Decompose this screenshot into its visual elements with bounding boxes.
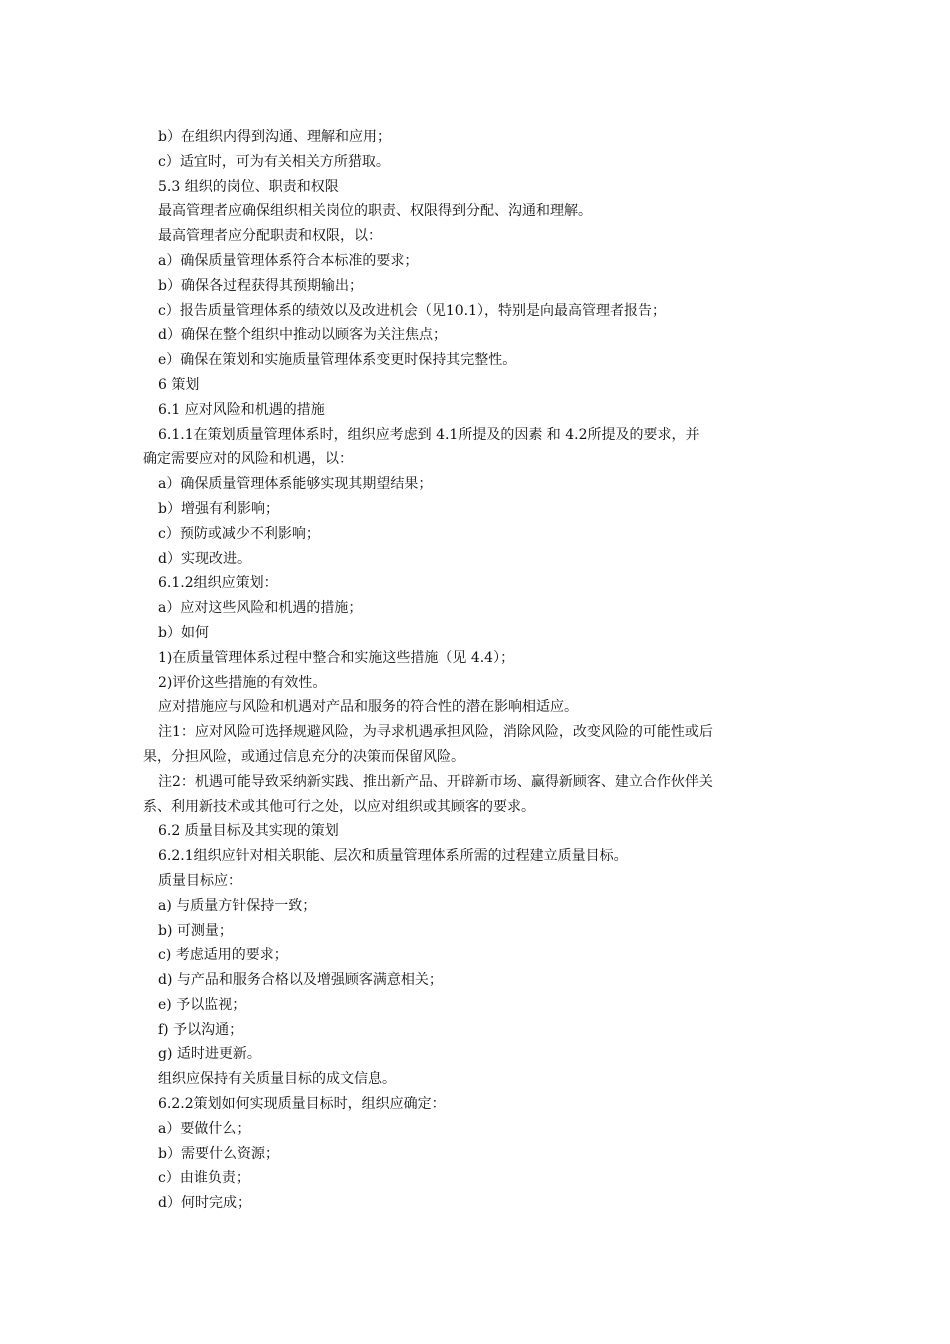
list-item: g) 适时进更新。 xyxy=(158,1046,261,1063)
list-item: d) 与产品和服务合格以及增强顾客满意相关； xyxy=(158,972,443,989)
list-item: e）确保在策划和实施质量管理体系变更时保持其完整性。 xyxy=(158,352,517,369)
list-item: b）需要什么资源； xyxy=(158,1145,279,1162)
list-item: b) 可测量； xyxy=(158,922,233,939)
list-item: c) 考虑适用的要求； xyxy=(158,947,288,964)
list-item: 1)在质量管理体系过程中整合和实施这些措施（见 4.4）； xyxy=(158,649,515,666)
list-item: d）实现改进。 xyxy=(158,550,251,567)
text-line: 确定需要应对的风险和机遇，以： xyxy=(143,451,353,468)
note-line: 注1：应对风险可选择规避风险，为寻求机遇承担风险，消除风险，改变风险的可能性或后 xyxy=(158,724,713,741)
text-line: 组织应保持有关质量目标的成文信息。 xyxy=(158,1071,396,1088)
text-line: 6.2.1组织应针对相关职能、层次和质量管理体系所需的过程建立质量目标。 xyxy=(158,848,628,865)
note-line: 注2：机遇可能导致采纳新实践、推出新产品、开辟新市场、赢得新顾客、建立合作伙伴关 xyxy=(158,773,713,790)
list-item: a）确保质量管理体系能够实现其期望结果； xyxy=(158,476,433,493)
text-line: b）在组织内得到沟通、理解和应用； xyxy=(158,129,391,145)
list-item: d）何时完成； xyxy=(158,1195,251,1212)
list-item: b）确保各过程获得其预期输出； xyxy=(158,277,363,294)
list-item: a）确保质量管理体系符合本标准的要求； xyxy=(158,252,419,269)
text-line: 最高管理者应确保组织相关岗位的职责、权限得到分配、沟通和理解。 xyxy=(158,203,592,220)
list-item: c）报告质量管理体系的绩效以及改进机会（见10.1），特别是向最高管理者报告； xyxy=(158,302,667,319)
list-item: b）如何 xyxy=(158,624,209,641)
note-line: 系、利用新技术或其他可行之处，以应对组织或其顾客的要求。 xyxy=(143,798,535,815)
list-item: a）应对这些风险和机遇的措施； xyxy=(158,600,363,617)
section-heading: 5.3 组织的岗位、职责和权限 xyxy=(158,178,339,195)
text-line: 6.2.2策划如何实现质量目标时，组织应确定： xyxy=(158,1096,446,1113)
text-line: 6.1.2组织应策划： xyxy=(158,575,278,592)
text-line: 最高管理者应分配职责和权限，以： xyxy=(158,228,382,245)
text-line: 质量目标应： xyxy=(158,872,242,889)
list-item: c）预防或减少不利影响； xyxy=(158,525,320,542)
list-item: a）要做什么； xyxy=(158,1120,251,1137)
section-heading: 6.1 应对风险和机遇的措施 xyxy=(158,401,325,418)
list-item: d）确保在整个组织中推动以顾客为关注焦点； xyxy=(158,327,447,344)
section-heading: 6.2 质量目标及其实现的策划 xyxy=(158,823,339,840)
list-item: 2)评价这些措施的有效性。 xyxy=(158,674,327,691)
text-line: c）适宜时，可为有关相关方所猎取。 xyxy=(158,153,390,170)
text-line: 6.1.1在策划质量管理体系时，组织应考虑到 4.1所提及的因素 和 4.2所提及的要求，并 xyxy=(158,426,700,443)
list-item: c）由谁负责； xyxy=(158,1170,250,1187)
section-heading: 6 策划 xyxy=(158,376,200,393)
list-item: b）增强有利影响； xyxy=(158,500,279,517)
list-item: e) 予以监视； xyxy=(158,996,247,1013)
note-line: 果，分担风险，或通过信息充分的决策而保留风险。 xyxy=(143,748,465,765)
document-body xyxy=(143,125,808,1216)
text-line: 应对措施应与风险和机遇对产品和服务的符合性的潜在影响相适应。 xyxy=(158,699,578,716)
list-item: f) 予以沟通； xyxy=(158,1021,244,1038)
list-item: a) 与质量方针保持一致； xyxy=(158,897,317,914)
